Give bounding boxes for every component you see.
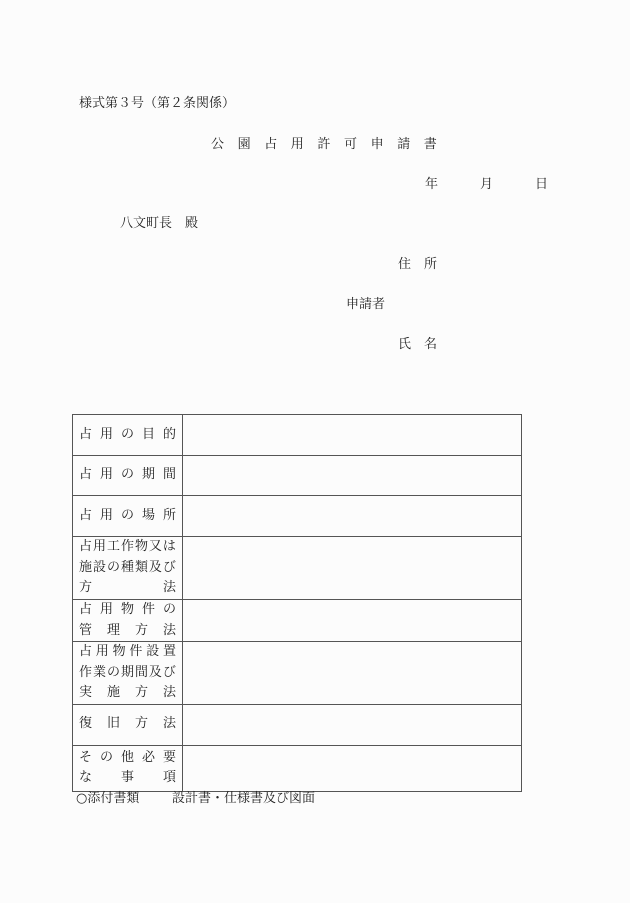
row-value-field[interactable] [183,600,522,642]
row-label [73,537,183,600]
row-label-line: 施 設 の 種 類 及 び [79,559,176,575]
applicant-label: 申請者 [346,297,386,312]
row-label [73,496,183,537]
table-row [73,537,522,600]
row-label [73,415,183,456]
table-row [73,496,522,537]
row-label-line: 復 旧 方 法 [79,716,176,732]
row-label-line: 管 理 方 法 [79,622,176,638]
row-value-field[interactable] [183,704,522,745]
row-label-line: 作 業 の 期 間 及 び [79,664,176,680]
attachments-value: 設計書・仕様書及び図面 [172,791,316,806]
application-table [72,414,522,792]
row-label [73,704,183,745]
row-label [73,600,183,642]
table-row [73,456,522,496]
table-row [73,704,522,745]
row-label-line: 実 施 方 法 [79,685,176,700]
row-value-field[interactable] [183,537,522,600]
table-row [73,600,522,642]
row-value-field[interactable] [183,642,522,705]
row-label-line: 方 法 [79,580,176,596]
date-day-label: 日 [535,177,549,192]
name-label: 氏名 [398,337,451,352]
row-value-field[interactable] [183,456,522,496]
table-row [73,642,522,705]
form-number: 様式第３号（第２条関係） [79,96,236,111]
row-value-field[interactable] [183,415,522,456]
row-label-line: 占 用 物 件 設 置 [79,644,176,659]
row-label-line: な 事 項 [79,770,176,785]
date-month-label: 月 [480,177,494,192]
table-row [73,745,522,791]
row-value-field[interactable] [183,745,522,791]
row-label-line: 占 用 の 場 所 [79,507,176,523]
table-row [73,415,522,456]
document-title: 公園占用許可申請書 [211,137,451,152]
row-value-field[interactable] [183,496,522,537]
row-label-line: そ の 他 必 要 [79,749,176,765]
row-label-line: 占 用 の 期 間 [79,467,176,483]
row-label-line: 占 用 工 作 物 又 は [79,539,176,555]
row-label [73,642,183,705]
attachments-label: ○添付書類 [76,791,140,806]
row-label [73,456,183,496]
date-year-label: 年 [425,177,439,192]
addressee: 八文町長 殿 [120,216,199,231]
address-label: 住所 [398,257,451,272]
row-label [73,745,183,791]
row-label-line: 占 用 の 目 的 [79,426,176,442]
row-label-line: 占 用 物 件 の [79,602,176,617]
